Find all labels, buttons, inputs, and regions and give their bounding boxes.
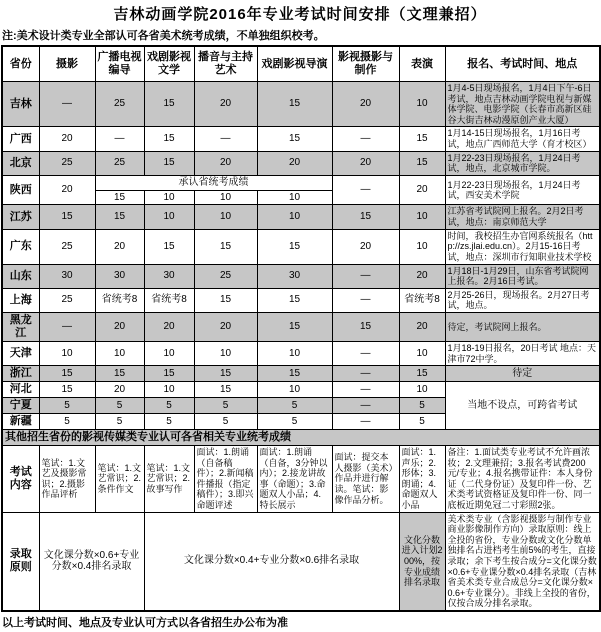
quota-cell: 20 [332,82,399,127]
quota-cell: 30 [257,264,332,288]
exam-content-cell: 笔试：1.文艺及摄影常识；2.摄影作品评析 [39,445,95,512]
quota-cell: 15 [144,127,194,151]
row-label-exam-content: 考试内容 [2,445,39,512]
quota-cell: 20 [39,127,95,151]
quota-cell: — [332,175,399,205]
quota-cell: 20 [194,151,257,175]
exam-content-cell: 面试：1.朗诵（自备，3分钟以内）；2.接龙讲故事（命题）；3.命题双人小品；4.特长展示 [257,445,332,512]
quota-cell: — [332,288,399,312]
quota-cell: 10 [257,205,332,229]
quota-cell: 30 [144,264,194,288]
exam-content-cell: 面试：1.朗诵（自备稿件）；2.新闻稿件播报（指定稿件）；3.即兴命题评述 [194,445,257,512]
quota-cell: 20 [257,151,332,175]
quota-cell: 5 [257,398,332,414]
quota-cell: 15 [257,229,332,264]
province-row-jilin [2,82,600,127]
quota-cell: 15 [399,127,445,151]
page-title: 吉林动画学院2016年专业考试时间安排（文理兼招） [113,6,487,23]
quota-cell: 20 [194,82,257,127]
quota-cell: 10 [399,229,445,264]
quota-cell: 15 [257,366,332,382]
quota-cell: 25 [39,288,95,312]
quota-cell: 25 [95,151,144,175]
quota-cell: 10 [257,382,332,398]
exam-content-cell: 面试：1.声乐；2.形体；3.朗诵；4.命题双人小品 [399,445,445,512]
quota-cell: 10 [194,341,257,365]
quota-cell: 25 [95,82,144,127]
section-note-row [2,429,600,445]
quota-cell: 15 [257,312,332,341]
quota-cell: 省统考8 [399,288,445,312]
info-cell: 1月18-19日报名，20日考试 地点：天津市72中学。 [445,341,600,365]
quota-cell: 5 [95,398,144,414]
col-header-broadcast-directing: 广播电视编导 [95,46,144,82]
province-cell: 天津 [2,341,39,365]
quota-cell: 10 [257,341,332,365]
quota-cell: 省统考8 [144,288,194,312]
admission-rule-cell: 文化课分数×0.6+专业分数×0.4排名录取 [39,512,144,611]
remarks-cell: 备注：1.面试类专业考试不允许画浓妆；2.文理兼招；3.报名考试费200元/专业；4.报名携带证件：本人身份证（二代身份证）及复印件一份、艺术类考试资格证及复印件一份、同一底板近期免冠二寸彩照2张。 [445,445,600,512]
quota-cell: 15 [39,366,95,382]
info-cell: 2月25-26日，现场报名。2月27日考试，地点。 [445,288,600,312]
quota-cell: 10 [399,205,445,229]
quota-cell: 15 [194,229,257,264]
province-cell: 河北 [2,382,39,398]
quota-cell: 15 [95,190,144,205]
province-row-hebei [2,382,600,398]
province-cell: 广西 [2,127,39,151]
quota-cell: 20 [39,175,95,205]
quota-cell: 15 [39,205,95,229]
quota-cell: 省统考8 [95,288,144,312]
info-cell: 1月18日-1月29日，山东省考试院网上报名。2月16日考试。 [445,264,600,288]
quota-cell: 30 [39,264,95,288]
info-cell: 江苏省考试院网上报名。2月2日考试，地点：南京师范大学 [445,205,600,229]
quota-cell: 15 [399,151,445,175]
quota-cell: 15 [194,382,257,398]
col-header-hosting-art: 播音与主持艺术 [194,46,257,82]
quota-cell: 5 [257,414,332,430]
col-header-drama-directing: 戏剧影视导演 [257,46,332,82]
admission-rule-cell: 文化课分数×0.4+专业分数×0.6排名录取 [144,512,399,611]
province-cell: 宁夏 [2,398,39,414]
quota-cell: 5 [399,398,445,414]
quota-cell: 20 [399,312,445,341]
exam-content-cell: 面试：提交本人摄影（美术）作品并进行解读。笔试：影像作品分析。 [332,445,399,512]
quota-cell: 5 [194,398,257,414]
quota-cell: 20 [194,312,257,341]
province-cell: 浙江 [2,366,39,382]
province-row-shaanxi [2,175,600,190]
province-row-guangdong [2,229,600,264]
quota-cell: 5 [144,398,194,414]
exam-content-cell: 笔试：1.文艺常识；2.条件作文 [95,445,144,512]
quota-cell: 5 [39,398,95,414]
province-cell: 吉林 [2,82,39,127]
quota-cell: — [332,264,399,288]
col-header-performance: 表演 [399,46,445,82]
exam-content-cell: 笔试：1.文艺常识；2.故事写作 [144,445,194,512]
quota-cell: — [332,414,399,430]
quota-cell: — [332,398,399,414]
quota-cell: 15 [144,229,194,264]
quota-cell: 20 [95,229,144,264]
quota-cell: 10 [144,190,194,205]
province-cell: 北京 [2,151,39,175]
quota-cell: 10 [257,190,332,205]
quota-cell: 10 [144,341,194,365]
province-row-tianjin [2,341,600,365]
quota-cell: 5 [399,414,445,430]
admission-rule-art-cell: 美术类专业（含影视摄影与制作专业商业影像制作方向）录取原则：线上全投的省份，专业分数或文化分数单独排名占进档考生前5%的考生，直接录取；余下考生按合成分=文化课分数×0.6+专业课分数×0.4排名录取（吉林省美术类专业合成总分=文化课分数×0.6+专业课分）。非线上全投的省份，仅按合成分排名录取。 [445,512,600,611]
quota-cell: — [95,127,144,151]
quota-cell: 15 [95,205,144,229]
quota-cell: — [39,312,95,341]
province-row-heilongjiang [2,312,600,341]
quota-cell: 10 [194,205,257,229]
quota-cell: 15 [194,288,257,312]
info-cell: 待定 [445,366,600,382]
quota-cell: 15 [144,82,194,127]
info-cell: 当地不设点，可跨省考试 [445,382,600,430]
quota-cell: — [332,382,399,398]
col-header-province: 省份 [2,46,39,82]
section-note-cell: 其他招生省份的影视传媒类专业认可各省相关专业统考成绩 [2,429,600,445]
quota-cell: 5 [95,414,144,430]
quota-cell: 20 [95,312,144,341]
quota-cell: 10 [144,205,194,229]
quota-cell: 10 [144,382,194,398]
quota-cell: 15 [257,82,332,127]
province-cell: 新疆 [2,414,39,430]
quota-cell: — [332,366,399,382]
quota-cell: 20 [332,151,399,175]
quota-cell: 5 [39,414,95,430]
province-row-guangxi [2,127,600,151]
quota-cell: — [39,82,95,127]
quota-cell: 20 [399,175,445,205]
quota-cell: — [332,341,399,365]
quota-cell: 15 [257,127,332,151]
quota-cell: 20 [399,264,445,288]
quota-cell: 15 [332,205,399,229]
province-row-shandong [2,264,600,288]
quota-cell: 15 [95,366,144,382]
exam-content-row [2,445,600,512]
quota-cell: — [332,127,399,151]
province-cell: 江苏 [2,205,39,229]
col-header-drama-literature: 戏剧影视文学 [144,46,194,82]
admission-rule-cell: 文化分数进入计划200%，按专业成绩排名录取 [399,512,445,611]
province-row-beijing [2,151,600,175]
footer-note: 以上考试时间、地点及专业认可方式以各省招生办公布为准 [2,617,288,630]
quota-cell: 10 [194,190,257,205]
province-cell: 陕西 [2,175,39,205]
quota-cell: 30 [95,264,144,288]
quota-cell: 15 [144,366,194,382]
info-cell: 时间，我校招生办官网系统报名（http://zs.jlai.edu.cn）。2月15-16日考试，地点：深圳市行知职业技术学校 [445,229,600,264]
province-cell: 上海 [2,288,39,312]
quota-cell: 20 [95,382,144,398]
quota-cell: 20 [332,229,399,264]
quota-cell: 15 [144,151,194,175]
quota-cell: 15 [399,366,445,382]
info-cell: 待定，考试院网上报名。 [445,312,600,341]
province-row-shanghai [2,288,600,312]
header-row [2,46,600,82]
quota-cell: 15 [257,288,332,312]
quota-cell: 25 [39,151,95,175]
quota-cell: 25 [39,229,95,264]
quota-cell: — [194,127,257,151]
quota-cell: 10 [39,341,95,365]
province-cell: 山东 [2,264,39,288]
col-header-registration-info: 报名、考试时间、地点 [445,46,600,82]
row-label-admission-principle: 录取原则 [2,512,39,611]
col-header-film-production: 影视摄影与制作 [332,46,399,82]
admission-principle-row [2,512,600,611]
quota-cell: 10 [399,341,445,365]
info-cell: 1月22-23日现场报名，1月24日考试，地点，北京城市学院。 [445,151,600,175]
quota-cell: 10 [399,82,445,127]
info-cell: 1月14-15日现场报名，1月16日考试，地点广西师范大学（育才校区） [445,127,600,151]
merged-note-cell: 承认省统考成绩 [95,175,332,190]
info-cell: 1月4-5日现场报名，1月4日下午-6日考试，地点吉林动画学院电视与新媒体学院、电影学院（长春市高新区硅谷大街吉林动漫原创产业大厦） [445,82,600,127]
province-cell: 黑龙江 [2,312,39,341]
quota-cell: 15 [194,366,257,382]
quota-cell: 15 [39,382,95,398]
exam-schedule-table [1,45,601,612]
col-header-photography: 摄影 [39,46,95,82]
province-row-zhejiang [2,366,600,382]
top-note: 注:美术设计类专业全部认可各省美术统考成绩，不单独组织校考。 [2,30,325,42]
province-row-jiangsu [2,205,600,229]
province-cell: 广东 [2,229,39,264]
info-cell: 1月22-23日现场报名，1月24日考试，西安美术学院 [445,175,600,205]
table-body [2,46,600,611]
quota-cell: 25 [194,264,257,288]
quota-cell: 10 [95,341,144,365]
quota-cell: 10 [399,382,445,398]
quota-cell: 5 [144,414,194,430]
quota-cell: 5 [194,414,257,430]
quota-cell: 15 [332,312,399,341]
quota-cell: 20 [144,312,194,341]
